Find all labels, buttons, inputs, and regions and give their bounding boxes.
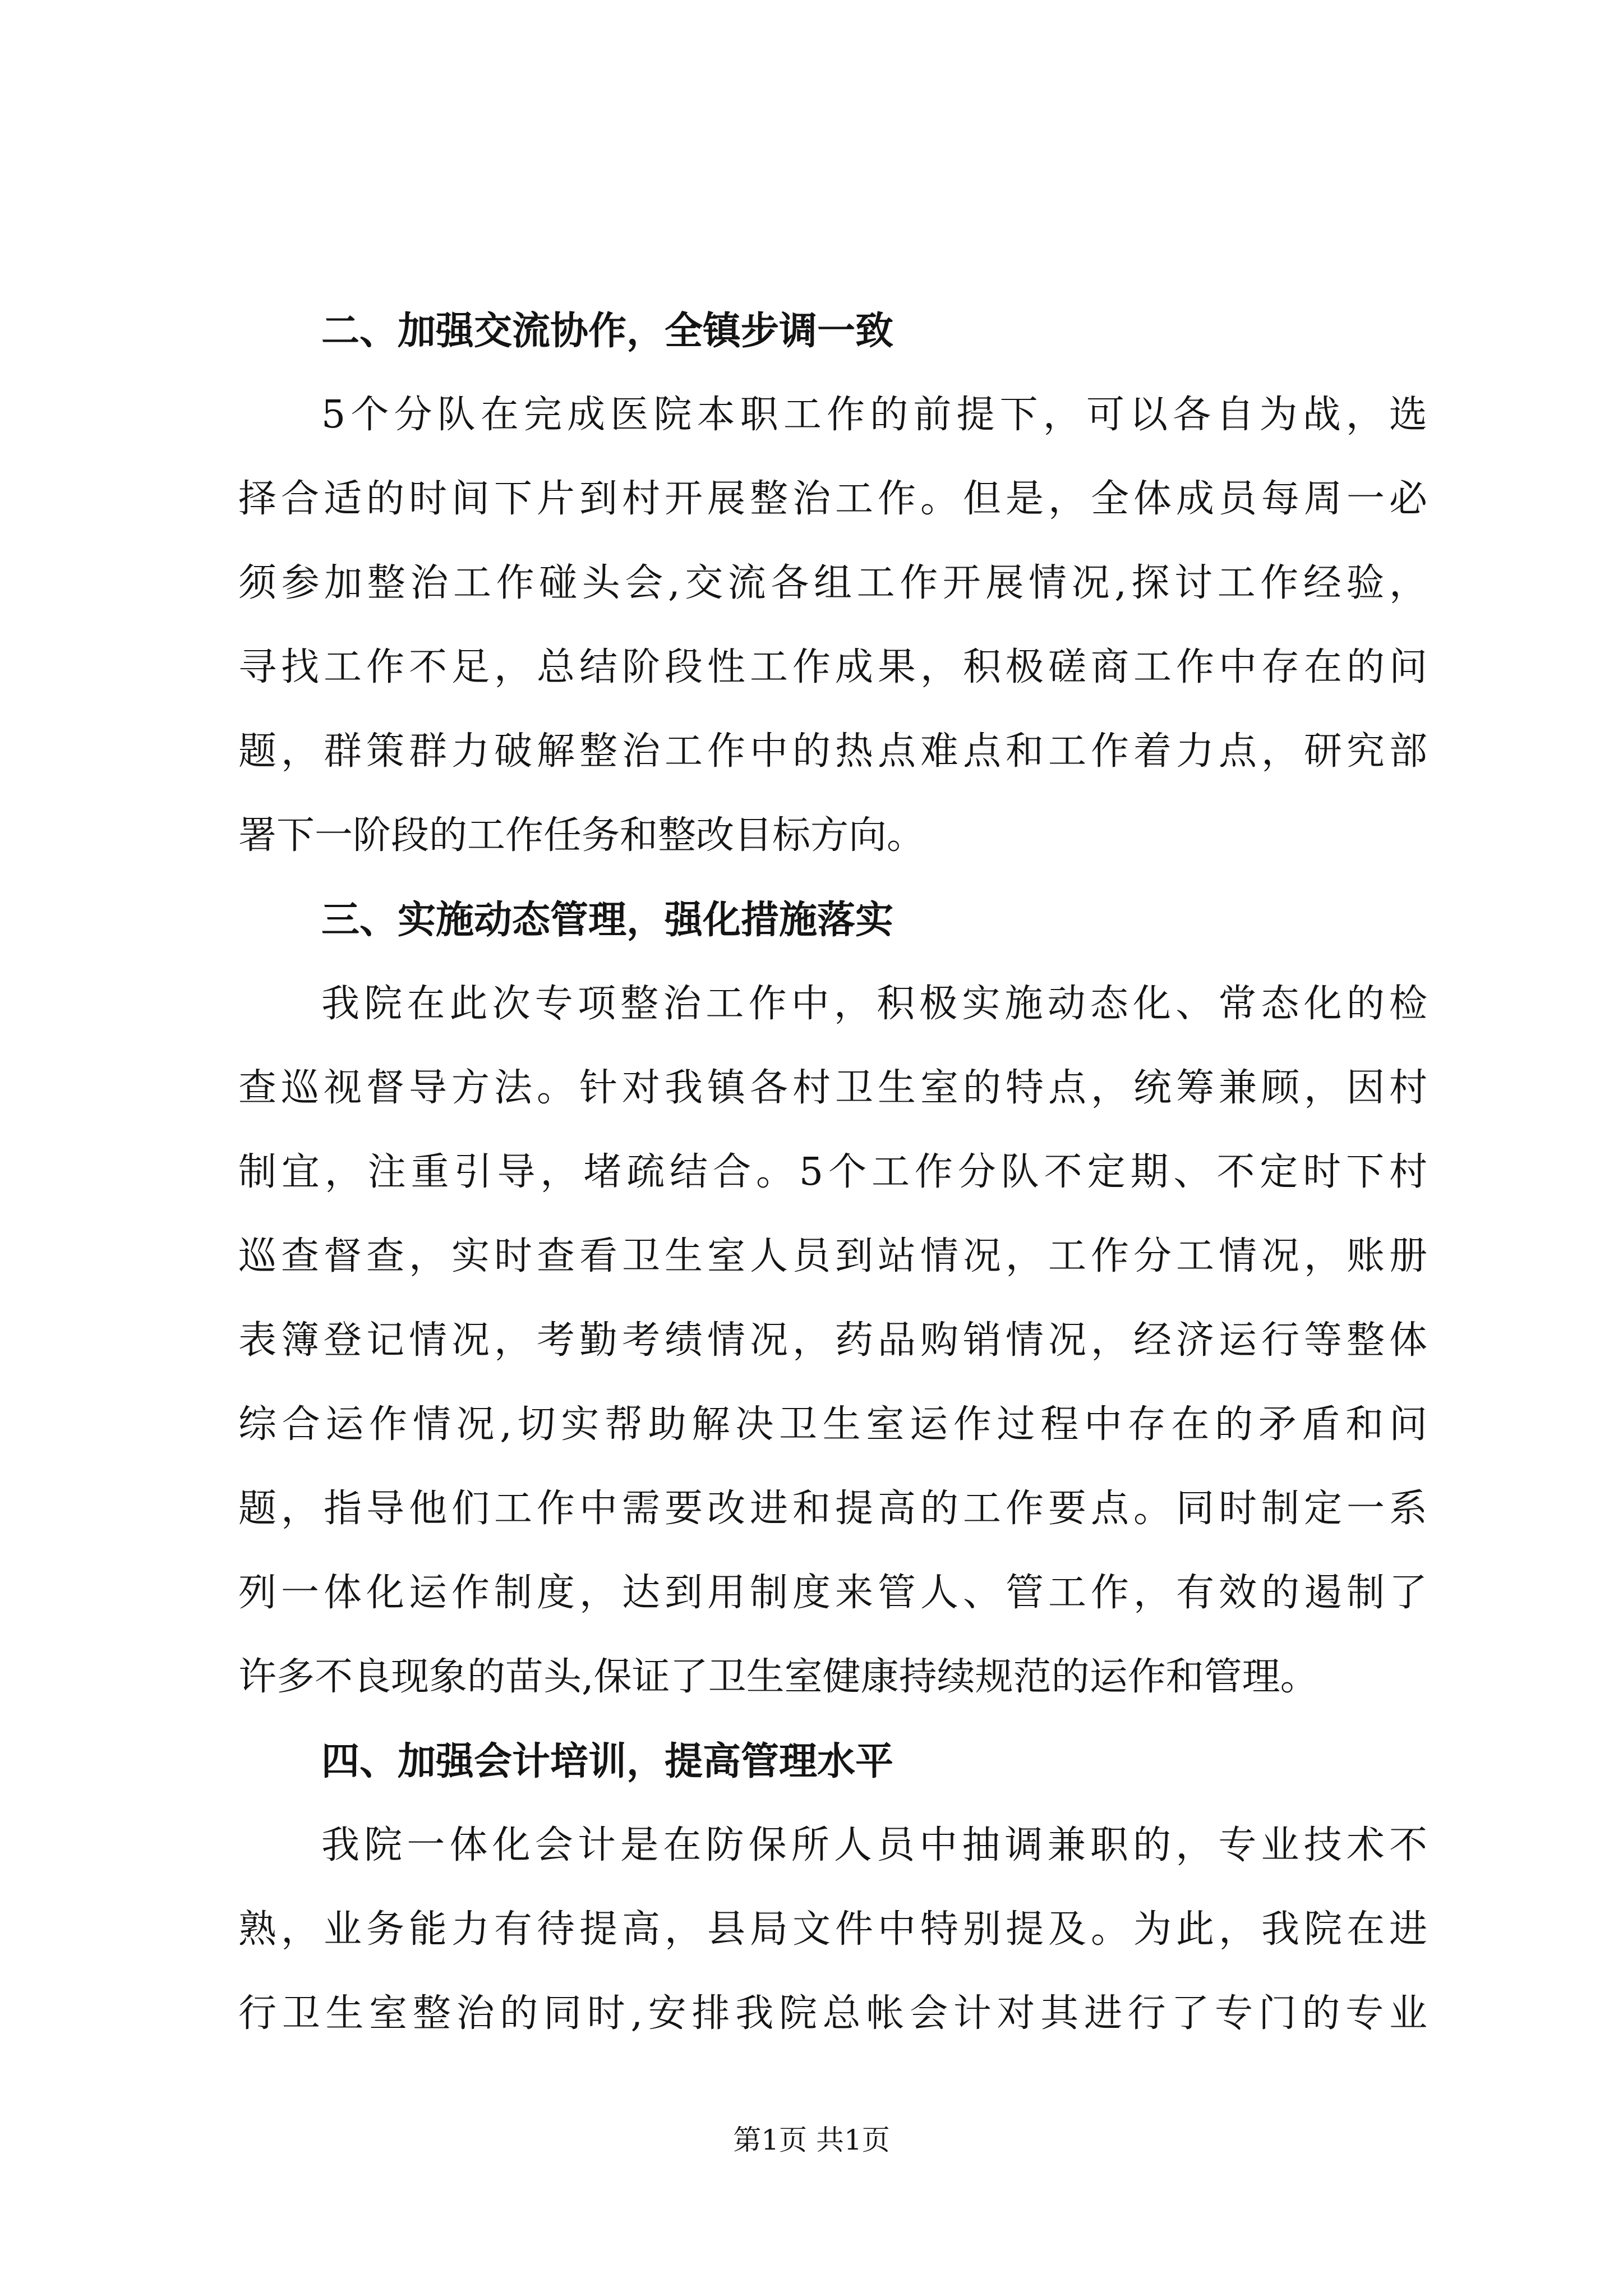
text-line: 署下一阶段的工作任务和整改目标方向。	[238, 813, 925, 858]
section-heading-4: 四、加强会计培训，提高管理水平	[321, 1739, 894, 1784]
text-line: 综合运作情况,切实帮助解决卫生室运作过程中存在的矛盾和问	[238, 1402, 1427, 1447]
text-line: 表簿登记情况，考勤考绩情况，药品购销情况，经济运行等整体	[238, 1318, 1427, 1363]
paragraph-4	[238, 1803, 1427, 2056]
text-line: 巡查督查，实时查看卫生室人员到站情况，工作分工情况，账册	[238, 1234, 1427, 1278]
paragraph-3	[238, 962, 1427, 1719]
text-line: 查巡视督导方法。针对我镇各村卫生室的特点，统筹兼顾，因村	[238, 1066, 1427, 1110]
text-line: 我院一体化会计是在防保所人员中抽调兼职的，专业技术不	[321, 1823, 1427, 1867]
text-line: 须参加整治工作碰头会,交流各组工作开展情况,探讨工作经验，	[238, 561, 1427, 605]
text-line: 行卫生室整治的同时,安排我院总帐会计对其进行了专门的专业	[238, 1991, 1427, 2036]
text-line: 择合适的时间下片到村开展整治工作。但是，全体成员每周一必	[238, 477, 1427, 521]
text-line: 5个分队在完成医院本职工作的前提下，可以各自为战，选	[321, 393, 1427, 437]
section-heading-3: 三、实施动态管理，强化措施落实	[321, 898, 894, 942]
text-line: 我院在此次专项整治工作中，积极实施动态化、常态化的检	[321, 982, 1427, 1026]
text-line: 许多不良现象的苗头,保证了卫生室健康持续规范的运作和管理。	[238, 1655, 1318, 1699]
section-heading-2: 二、加强交流协作，全镇步调一致	[321, 309, 894, 353]
text-line: 寻找工作不足，总结阶段性工作成果，积极磋商工作中存在的问	[238, 645, 1427, 689]
text-line: 题，指导他们工作中需要改进和提高的工作要点。同时制定一系	[238, 1487, 1427, 1531]
text-line: 列一体化运作制度，达到用制度来管人、管工作，有效的遏制了	[238, 1571, 1427, 1615]
document-body	[238, 289, 1427, 2056]
text-line: 熟，业务能力有待提高，县局文件中特别提及。为此，我院在进	[238, 1907, 1427, 1952]
text-line: 制宜，注重引导，堵疏结合。5个工作分队不定期、不定时下村	[238, 1150, 1427, 1194]
page-footer: 第1页 共1页	[733, 2124, 890, 2156]
text-line: 题，群策群力破解整治工作中的热点难点和工作着力点，研究部	[238, 729, 1427, 774]
paragraph-2	[238, 373, 1427, 878]
